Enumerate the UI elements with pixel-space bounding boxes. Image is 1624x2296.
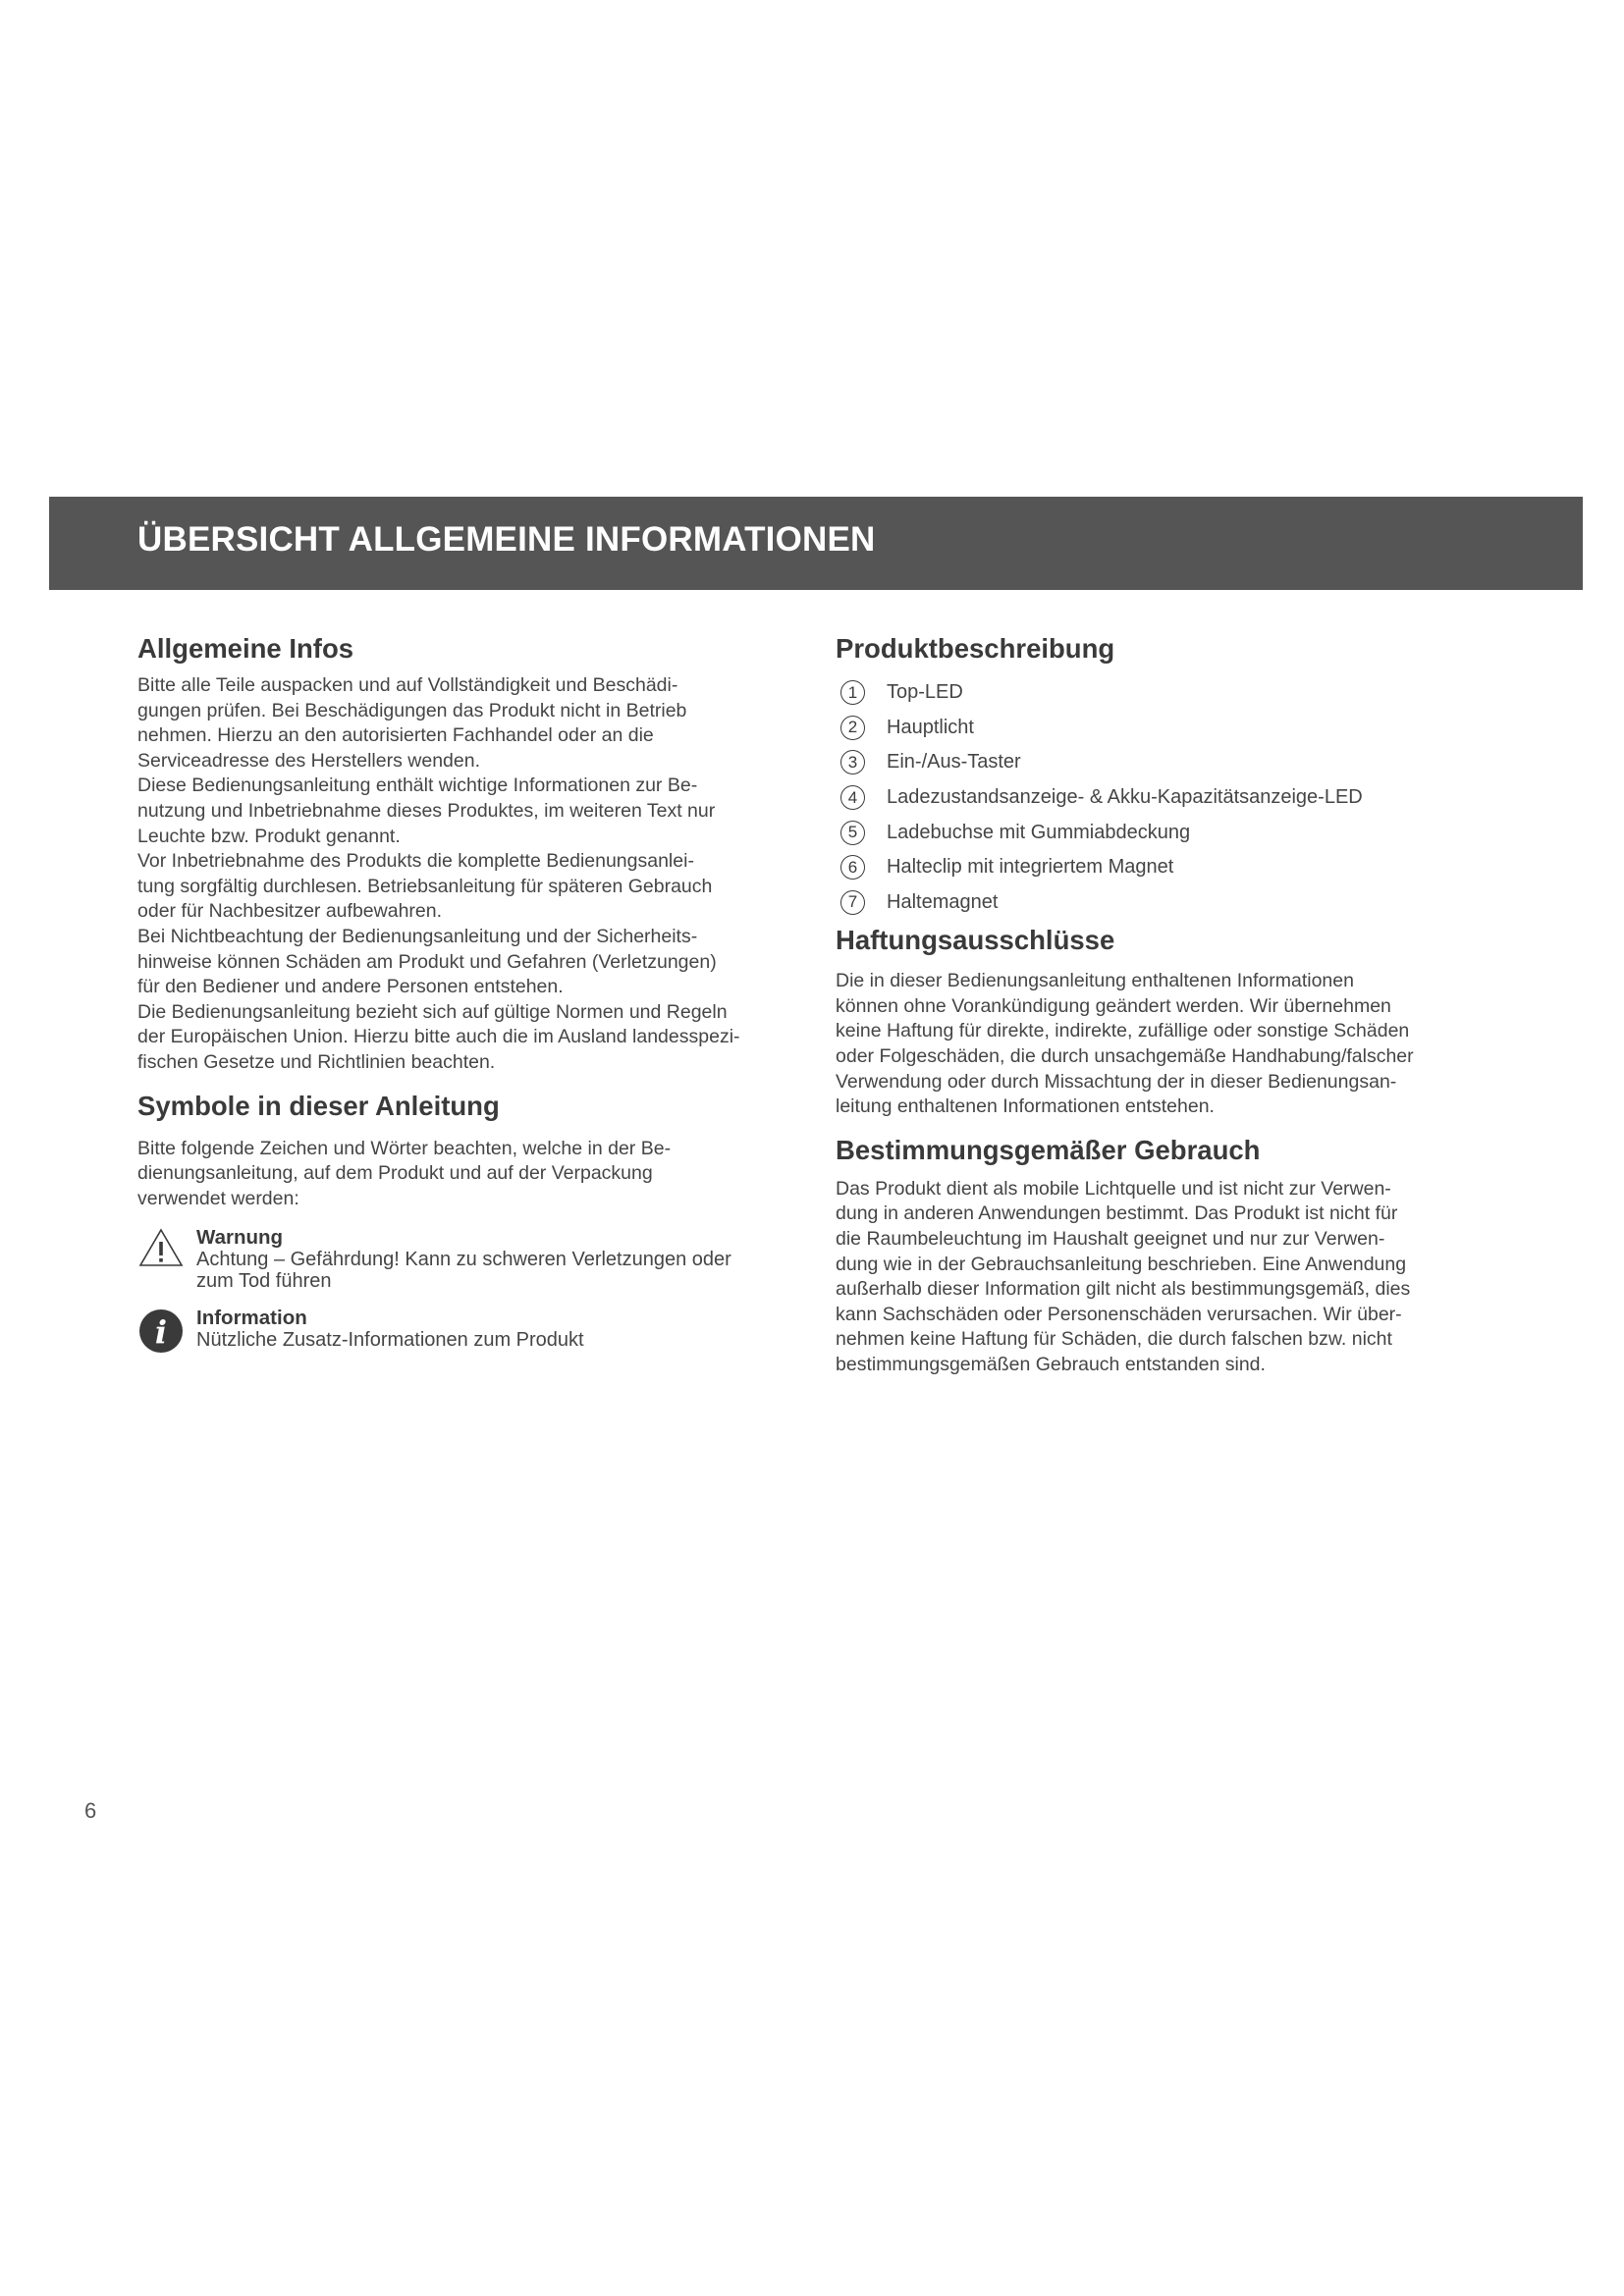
list-item	[836, 711, 1503, 746]
text-line: für den Bediener und andere Personen entstehen.	[137, 976, 564, 998]
left-column	[137, 628, 797, 1355]
text-line: Leuchte bzw. Produkt genannt.	[137, 825, 401, 847]
item-number-badge: 1	[840, 680, 865, 705]
information-title: Information	[196, 1307, 307, 1330]
product-parts-list	[836, 675, 1503, 920]
item-label: Ladebuchse mit Gummiabdeckung	[887, 821, 1191, 843]
item-label: Halteclip mit integriertem Magnet	[887, 856, 1174, 879]
item-label: Haltemagnet	[887, 890, 999, 913]
text-line: gungen prüfen. Bei Beschädigungen das Produkt nicht in Betrieb	[137, 699, 687, 721]
heading-produktbeschreibung: Produktbeschreibung	[836, 633, 1115, 664]
text-line: tung sorgfältig durchlesen. Betriebsanleitung für späteren Gebrauch	[137, 875, 713, 897]
heading-bestimmungsgemaesser-gebrauch: Bestimmungsgemäßer Gebrauch	[836, 1134, 1261, 1165]
text-line: keine Haftung für direkte, indirekte, zufällige oder sonstige Schäden	[836, 1020, 1410, 1042]
text-line: Bitte folgende Zeichen und Wörter beachten, welche in der Be-	[137, 1137, 672, 1159]
text-line: verwendet werden:	[137, 1187, 299, 1209]
text-line: hinweise können Schäden am Produkt und Gefahren (Verletzungen)	[137, 950, 717, 973]
item-label: Hauptlicht	[887, 716, 974, 738]
item-label: Ladezustandsanzeige- & Akku-Kapazitätsanzeige-LED	[887, 786, 1363, 809]
warning-description	[196, 1249, 731, 1292]
page-number: 6	[84, 1798, 97, 1823]
information-description	[196, 1329, 584, 1351]
text-line: außerhalb dieser Information gilt nicht als bestimmungsgemäß, dies	[836, 1278, 1411, 1301]
warning-symbol-entry	[137, 1227, 797, 1292]
allgemeine-infos-text	[137, 673, 797, 1076]
symbole-text	[137, 1137, 797, 1212]
text-line: oder für Nachbesitzer aufbewahren.	[137, 900, 443, 923]
text-line: kann Sachschäden oder Personenschäden verursachen. Wir über-	[836, 1303, 1402, 1325]
haftung-text	[836, 969, 1503, 1120]
section-banner	[49, 497, 1583, 590]
list-item	[836, 885, 1503, 921]
text-line: oder Folgeschäden, die durch unsachgemäße Handhabung/falscher	[836, 1044, 1414, 1067]
text-line: Das Produkt dient als mobile Lichtquelle und ist nicht zur Verwen-	[836, 1177, 1391, 1200]
text-line: leitung enthaltenen Informationen entstehen.	[836, 1095, 1215, 1118]
text-line: Serviceadresse des Herstellers wenden.	[137, 749, 481, 772]
information-symbol-entry	[137, 1308, 797, 1355]
text-line: dung wie in der Gebrauchsanleitung beschrieben. Eine Anwendung	[836, 1253, 1407, 1275]
heading-symbole: Symbole in dieser Anleitung	[137, 1090, 500, 1121]
item-label: Top-LED	[887, 681, 963, 704]
item-number-badge: 4	[840, 785, 865, 810]
right-column	[836, 628, 1503, 1377]
gebrauch-text	[836, 1177, 1503, 1378]
warning-triangle-icon	[137, 1227, 185, 1268]
list-item	[836, 850, 1503, 885]
text-line: dung in anderen Anwendungen bestimmt. Das Produkt ist nicht für	[836, 1202, 1398, 1225]
text-line: der Europäischen Union. Hierzu bitte auch die im Ausland landesspezi-	[137, 1026, 740, 1048]
text-line: Bitte alle Teile auspacken und auf Vollständigkeit und Beschädi-	[137, 674, 678, 696]
text-line: Verwendung oder durch Missachtung der in dieser Bedienungsan-	[836, 1070, 1397, 1093]
text-line: Diese Bedienungsanleitung enthält wichtige Informationen zur Be-	[137, 774, 698, 797]
text-line: Die in dieser Bedienungsanleitung enthaltenen Informationen	[836, 970, 1354, 992]
text-line: die Raumbeleuchtung im Haushalt geeignet und nur zur Verwen-	[836, 1227, 1385, 1250]
text-line: Nützliche Zusatz-Informationen zum Produkt	[196, 1329, 584, 1352]
text-line: nehmen keine Haftung für Schäden, die durch falschen bzw. nicht	[836, 1328, 1392, 1351]
text-line: nutzung und Inbetriebnahme dieses Produktes, im weiteren Text nur	[137, 799, 716, 822]
text-line: Die Bedienungsanleitung bezieht sich auf gültige Normen und Regeln	[137, 1000, 728, 1023]
banner-title: ÜBERSICHT ALLGEMEINE INFORMATIONEN	[137, 520, 876, 559]
text-line: bestimmungsgemäßen Gebrauch entstanden sind.	[836, 1353, 1266, 1375]
list-item	[836, 815, 1503, 850]
item-number-badge: 2	[840, 716, 865, 740]
text-line: zum Tod führen	[196, 1270, 332, 1293]
item-number-badge: 3	[840, 750, 865, 774]
text-line: können ohne Vorankündigung geändert werden. Wir übernehmen	[836, 994, 1391, 1017]
list-item	[836, 675, 1503, 711]
warning-content	[196, 1227, 731, 1292]
svg-text:i: i	[154, 1313, 168, 1352]
text-line: Bei Nichtbeachtung der Bedienungsanleitung und der Sicherheits-	[137, 925, 698, 947]
item-number-badge: 5	[840, 821, 865, 845]
list-item	[836, 745, 1503, 780]
heading-haftungsausschluesse: Haftungsausschlüsse	[836, 925, 1115, 956]
item-number-badge: 7	[840, 890, 865, 915]
list-item	[836, 780, 1503, 816]
text-line: fischen Gesetze und Richtlinien beachten.	[137, 1050, 496, 1073]
text-line: Achtung – Gefährdung! Kann zu schweren Verletzungen oder	[196, 1249, 731, 1271]
text-line: Vor Inbetriebnahme des Produkts die komplette Bedienungsanlei-	[137, 850, 694, 873]
heading-allgemeine-infos: Allgemeine Infos	[137, 633, 354, 664]
item-label: Ein-/Aus-Taster	[887, 751, 1021, 774]
warning-title: Warnung	[196, 1226, 284, 1250]
text-line: nehmen. Hierzu an den autorisierten Fachhandel oder an die	[137, 724, 654, 747]
text-line: dienungsanleitung, auf dem Produkt und auf der Verpackung	[137, 1162, 653, 1185]
information-content	[196, 1308, 584, 1351]
item-number-badge: 6	[840, 855, 865, 880]
information-icon	[137, 1308, 185, 1355]
